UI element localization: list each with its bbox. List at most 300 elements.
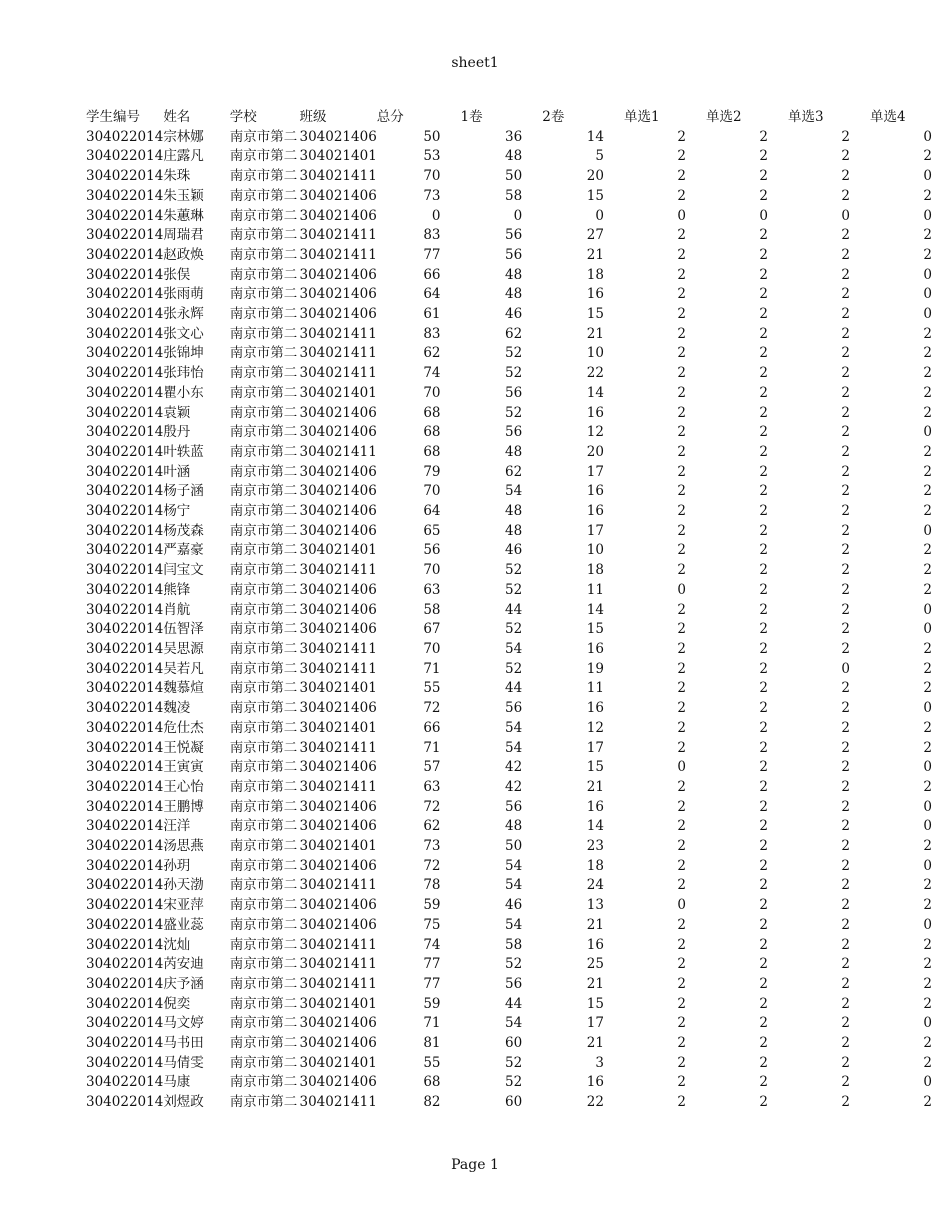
table-cell: 2	[759, 503, 768, 520]
table-cell: 56	[505, 424, 523, 441]
table-cell: 70	[423, 483, 441, 500]
table-cell: 2	[841, 621, 850, 638]
table-cell: 2	[759, 956, 768, 973]
table-cell: 21	[586, 1035, 604, 1052]
table-cell: 304022014	[86, 838, 164, 855]
table-cell: 68	[423, 404, 441, 421]
table-cell: 2	[759, 838, 768, 855]
table-cell: 2	[677, 306, 686, 323]
table-cell: 304022014	[86, 562, 164, 579]
table-cell: 魏慕煊	[163, 680, 204, 697]
table-row	[86, 167, 950, 187]
table-cell: 304022014	[86, 719, 164, 736]
table-row	[86, 817, 950, 837]
table-cell: 南京市第二	[229, 700, 298, 717]
table-cell: 2	[677, 404, 686, 421]
table-cell: 304022014	[86, 1035, 164, 1052]
table-cell: 2	[841, 700, 850, 717]
table-cell: 2	[759, 227, 768, 244]
table-cell: 吴思源	[163, 640, 204, 657]
table-row	[86, 561, 950, 581]
column-header: 姓名	[163, 109, 191, 125]
table-cell: 304021411	[299, 1094, 377, 1111]
table-cell: 2	[677, 739, 686, 756]
table-cell: 17	[586, 1015, 604, 1032]
table-cell: 304022014	[86, 266, 164, 283]
table-cell: 2	[923, 483, 932, 500]
table-cell: 南京市第二	[229, 424, 298, 441]
table-cell: 2	[759, 897, 768, 914]
table-cell: 2	[759, 1094, 768, 1111]
table-cell: 2	[841, 818, 850, 835]
table-cell: 庄露凡	[163, 148, 204, 165]
table-row	[86, 147, 950, 167]
table-cell: 304021406	[299, 1074, 377, 1091]
table-cell: 17	[586, 522, 604, 539]
table-cell: 汤思燕	[163, 838, 204, 855]
table-cell: 56	[505, 227, 523, 244]
table-cell: 64	[423, 503, 441, 520]
table-cell: 304022014	[86, 640, 164, 657]
table-cell: 2	[923, 562, 932, 579]
table-cell: 2	[841, 246, 850, 263]
table-cell: 0	[677, 581, 686, 598]
table-cell: 0	[759, 207, 768, 224]
table-cell: 2	[841, 719, 850, 736]
table-cell: 南京市第二	[229, 404, 298, 421]
table-cell: 2	[841, 1074, 850, 1091]
table-cell: 2	[759, 404, 768, 421]
table-cell: 304022014	[86, 246, 164, 263]
table-cell: 马倩雯	[163, 1054, 204, 1071]
table-cell: 2	[759, 424, 768, 441]
table-cell: 闫宝文	[163, 562, 204, 579]
table-cell: 304022014	[86, 680, 164, 697]
table-cell: 304022014	[86, 365, 164, 382]
table-cell: 304022014	[86, 1054, 164, 1071]
table-cell: 55	[423, 1054, 441, 1071]
table-cell: 宗林娜	[163, 128, 204, 145]
table-cell: 304022014	[86, 443, 164, 460]
table-cell: 0	[677, 207, 686, 224]
table-cell: 54	[505, 483, 523, 500]
table-cell: 68	[423, 1074, 441, 1091]
table-cell: 304021411	[299, 562, 377, 579]
table-cell: 南京市第二	[229, 1015, 298, 1032]
table-cell: 59	[423, 897, 441, 914]
table-cell: 36	[505, 128, 523, 145]
table-cell: 14	[586, 128, 604, 145]
table-cell: 5	[595, 148, 604, 165]
table-row	[86, 699, 950, 719]
table-cell: 2	[677, 503, 686, 520]
table-cell: 44	[505, 601, 523, 618]
table-cell: 2	[759, 187, 768, 204]
table-cell: 2	[841, 384, 850, 401]
table-cell: 沈灿	[163, 936, 191, 953]
table-cell: 68	[423, 443, 441, 460]
table-cell: 2	[677, 995, 686, 1012]
table-cell: 52	[505, 1074, 523, 1091]
table-row	[86, 266, 950, 286]
table-cell: 304022014	[86, 897, 164, 914]
table-cell: 10	[586, 542, 604, 559]
table-row	[86, 463, 950, 483]
table-cell: 52	[505, 562, 523, 579]
table-cell: 南京市第二	[229, 621, 298, 638]
table-cell: 304022014	[86, 306, 164, 323]
table-cell: 62	[423, 818, 441, 835]
table-cell: 72	[423, 798, 441, 815]
table-cell: 马文婷	[163, 1015, 204, 1032]
table-cell: 2	[759, 857, 768, 874]
column-header: 学校	[229, 109, 257, 125]
table-cell: 2	[759, 365, 768, 382]
table-cell: 21	[586, 916, 604, 933]
table-cell: 2	[841, 798, 850, 815]
table-cell: 74	[423, 936, 441, 953]
table-cell: 48	[505, 503, 523, 520]
table-cell: 60	[505, 1094, 523, 1111]
table-cell: 2	[677, 424, 686, 441]
header-row	[86, 108, 950, 128]
table-cell: 59	[423, 995, 441, 1012]
table-cell: 48	[505, 286, 523, 303]
table-cell: 71	[423, 739, 441, 756]
table-row	[86, 305, 950, 325]
table-cell: 2	[759, 1035, 768, 1052]
table-cell: 张俣	[163, 266, 191, 283]
table-cell: 304021406	[299, 798, 377, 815]
data-table	[86, 108, 950, 1113]
table-row	[86, 404, 950, 424]
table-cell: 2	[677, 1054, 686, 1071]
table-cell: 王鹏博	[163, 798, 204, 815]
table-cell: 304021406	[299, 522, 377, 539]
table-cell: 304021406	[299, 1035, 377, 1052]
table-cell: 张雨萌	[163, 286, 204, 303]
table-cell: 44	[505, 680, 523, 697]
table-cell: 2	[923, 581, 932, 598]
table-cell: 304021401	[299, 542, 377, 559]
table-cell: 50	[423, 128, 441, 145]
table-cell: 南京市第二	[229, 975, 298, 992]
table-row	[86, 916, 950, 936]
table-cell: 孙玥	[163, 857, 191, 874]
table-cell: 南京市第二	[229, 936, 298, 953]
table-cell: 2	[677, 936, 686, 953]
table-cell: 58	[505, 187, 523, 204]
table-cell: 盛业蕊	[163, 916, 204, 933]
table-cell: 304022014	[86, 581, 164, 598]
table-cell: 马书田	[163, 1035, 204, 1052]
table-cell: 48	[505, 818, 523, 835]
table-cell: 2	[841, 1015, 850, 1032]
table-cell: 南京市第二	[229, 739, 298, 756]
table-cell: 304022014	[86, 916, 164, 933]
table-cell: 304021406	[299, 424, 377, 441]
table-cell: 南京市第二	[229, 1035, 298, 1052]
table-row	[86, 246, 950, 266]
table-cell: 304022014	[86, 207, 164, 224]
table-cell: 2	[677, 542, 686, 559]
table-cell: 南京市第二	[229, 798, 298, 815]
table-cell: 南京市第二	[229, 562, 298, 579]
table-cell: 304021411	[299, 345, 377, 362]
table-cell: 2	[677, 522, 686, 539]
table-cell: 2	[759, 306, 768, 323]
table-cell: 0	[841, 207, 850, 224]
table-cell: 0	[923, 759, 932, 776]
table-cell: 0	[923, 522, 932, 539]
table-cell: 张锦坤	[163, 345, 204, 362]
table-cell: 2	[841, 739, 850, 756]
table-cell: 2	[759, 916, 768, 933]
table-cell: 2	[841, 956, 850, 973]
table-cell: 2	[759, 818, 768, 835]
table-cell: 304021401	[299, 1054, 377, 1071]
column-header: 班级	[299, 109, 327, 125]
table-cell: 2	[841, 1094, 850, 1111]
table-cell: 304022014	[86, 463, 164, 480]
table-cell: 南京市第二	[229, 384, 298, 401]
table-cell: 16	[586, 936, 604, 953]
table-row	[86, 423, 950, 443]
table-cell: 2	[923, 365, 932, 382]
table-cell: 2	[759, 542, 768, 559]
table-cell: 73	[423, 187, 441, 204]
table-cell: 2	[923, 680, 932, 697]
table-cell: 0	[923, 1074, 932, 1091]
table-cell: 0	[923, 700, 932, 717]
table-cell: 南京市第二	[229, 640, 298, 657]
table-cell: 304022014	[86, 522, 164, 539]
table-cell: 2	[841, 365, 850, 382]
table-cell: 0	[923, 128, 932, 145]
table-cell: 21	[586, 778, 604, 795]
table-cell: 16	[586, 798, 604, 815]
column-header: 单选1	[623, 109, 660, 125]
table-cell: 14	[586, 384, 604, 401]
table-cell: 304021411	[299, 739, 377, 756]
table-row	[86, 581, 950, 601]
table-cell: 304021406	[299, 266, 377, 283]
table-cell: 304022014	[86, 168, 164, 185]
table-cell: 2	[923, 660, 932, 677]
table-cell: 58	[505, 936, 523, 953]
table-cell: 殷丹	[163, 424, 191, 441]
table-row	[86, 502, 950, 522]
table-cell: 2	[841, 1035, 850, 1052]
table-cell: 危仕杰	[163, 719, 204, 736]
table-cell: 304021411	[299, 877, 377, 894]
table-row	[86, 995, 950, 1015]
table-cell: 2	[841, 542, 850, 559]
table-cell: 2	[759, 345, 768, 362]
table-cell: 304021411	[299, 778, 377, 795]
table-cell: 304022014	[86, 975, 164, 992]
table-cell: 2	[923, 148, 932, 165]
table-cell: 2	[841, 306, 850, 323]
table-cell: 304021406	[299, 601, 377, 618]
table-cell: 2	[923, 739, 932, 756]
table-cell: 304022014	[86, 660, 164, 677]
table-cell: 2	[677, 660, 686, 677]
table-cell: 2	[923, 956, 932, 973]
table-cell: 2	[841, 266, 850, 283]
table-cell: 2	[677, 286, 686, 303]
table-cell: 南京市第二	[229, 266, 298, 283]
table-cell: 71	[423, 660, 441, 677]
table-cell: 70	[423, 640, 441, 657]
table-cell: 0	[923, 1015, 932, 1032]
table-cell: 南京市第二	[229, 463, 298, 480]
table-cell: 2	[923, 246, 932, 263]
sheet-title: sheet1	[451, 55, 499, 71]
table-cell: 马康	[163, 1074, 191, 1091]
table-cell: 16	[586, 404, 604, 421]
table-cell: 2	[677, 1094, 686, 1111]
table-cell: 304022014	[86, 956, 164, 973]
table-cell: 南京市第二	[229, 680, 298, 697]
table-cell: 2	[677, 916, 686, 933]
table-cell: 南京市第二	[229, 286, 298, 303]
table-cell: 83	[423, 227, 441, 244]
table-cell: 南京市第二	[229, 719, 298, 736]
table-cell: 2	[759, 739, 768, 756]
table-cell: 2	[759, 936, 768, 953]
table-cell: 304021411	[299, 640, 377, 657]
table-cell: 68	[423, 424, 441, 441]
table-cell: 2	[677, 128, 686, 145]
table-cell: 杨茂森	[163, 522, 204, 539]
table-cell: 11	[586, 680, 604, 697]
table-cell: 304022014	[86, 404, 164, 421]
table-cell: 2	[923, 542, 932, 559]
table-cell: 2	[841, 503, 850, 520]
table-cell: 2	[677, 345, 686, 362]
table-cell: 304022014	[86, 503, 164, 520]
table-cell: 肖航	[163, 601, 191, 618]
table-row	[86, 679, 950, 699]
table-cell: 0	[923, 601, 932, 618]
table-cell: 2	[841, 286, 850, 303]
table-cell: 熊锋	[163, 581, 191, 598]
table-cell: 50	[505, 838, 523, 855]
table-cell: 65	[423, 522, 441, 539]
table-cell: 2	[677, 798, 686, 815]
table-cell: 304022014	[86, 148, 164, 165]
table-cell: 2	[677, 877, 686, 894]
table-cell: 16	[586, 700, 604, 717]
table-cell: 23	[586, 838, 604, 855]
table-cell: 2	[759, 148, 768, 165]
table-cell: 304022014	[86, 857, 164, 874]
table-cell: 2	[759, 680, 768, 697]
table-cell: 0	[595, 207, 604, 224]
table-cell: 304021406	[299, 857, 377, 874]
table-cell: 2	[759, 562, 768, 579]
table-cell: 2	[923, 187, 932, 204]
table-cell: 304021401	[299, 995, 377, 1012]
table-cell: 袁颖	[163, 404, 191, 421]
table-cell: 南京市第二	[229, 168, 298, 185]
table-cell: 304021406	[299, 128, 377, 145]
table-cell: 66	[423, 719, 441, 736]
table-cell: 2	[841, 483, 850, 500]
table-cell: 2	[841, 581, 850, 598]
column-header: 1卷	[460, 109, 483, 125]
table-cell: 2	[677, 640, 686, 657]
table-cell: 2	[677, 857, 686, 874]
table-cell: 南京市第二	[229, 1094, 298, 1111]
table-cell: 芮安迪	[163, 956, 204, 973]
table-cell: 2	[841, 857, 850, 874]
table-cell: 62	[423, 345, 441, 362]
table-cell: 304021411	[299, 975, 377, 992]
column-header: 单选2	[705, 109, 742, 125]
table-cell: 2	[923, 404, 932, 421]
table-cell: 2	[677, 266, 686, 283]
table-cell: 2	[759, 266, 768, 283]
table-cell: 倪奕	[163, 995, 191, 1012]
table-cell: 南京市第二	[229, 345, 298, 362]
table-cell: 304022014	[86, 128, 164, 145]
table-cell: 2	[759, 1054, 768, 1071]
table-cell: 严嘉豪	[163, 542, 204, 559]
table-cell: 20	[586, 443, 604, 460]
table-row	[86, 936, 950, 956]
table-cell: 王悦凝	[163, 739, 204, 756]
table-cell: 2	[677, 975, 686, 992]
table-cell: 56	[505, 798, 523, 815]
table-cell: 77	[423, 246, 441, 263]
table-cell: 74	[423, 365, 441, 382]
table-cell: 304022014	[86, 483, 164, 500]
table-cell: 0	[923, 621, 932, 638]
table-row	[86, 601, 950, 621]
table-row	[86, 1034, 950, 1054]
table-cell: 2	[923, 995, 932, 1012]
table-cell: 2	[677, 956, 686, 973]
table-cell: 南京市第二	[229, 956, 298, 973]
table-cell: 304021406	[299, 404, 377, 421]
table-row	[86, 1054, 950, 1074]
table-cell: 2	[677, 818, 686, 835]
table-cell: 2	[677, 680, 686, 697]
table-cell: 304022014	[86, 227, 164, 244]
table-row	[86, 522, 950, 542]
column-header: 单选3	[787, 109, 824, 125]
table-cell: 304021401	[299, 838, 377, 855]
table-cell: 70	[423, 384, 441, 401]
table-cell: 304022014	[86, 818, 164, 835]
table-cell: 81	[423, 1035, 441, 1052]
table-cell: 南京市第二	[229, 365, 298, 382]
table-cell: 2	[841, 325, 850, 342]
table-cell: 2	[677, 621, 686, 638]
table-cell: 南京市第二	[229, 916, 298, 933]
table-cell: 304021411	[299, 660, 377, 677]
table-cell: 南京市第二	[229, 443, 298, 460]
table-cell: 16	[586, 503, 604, 520]
table-cell: 2	[923, 384, 932, 401]
table-cell: 南京市第二	[229, 581, 298, 598]
table-cell: 304021406	[299, 897, 377, 914]
table-cell: 2	[841, 975, 850, 992]
table-cell: 50	[505, 168, 523, 185]
table-cell: 2	[759, 483, 768, 500]
